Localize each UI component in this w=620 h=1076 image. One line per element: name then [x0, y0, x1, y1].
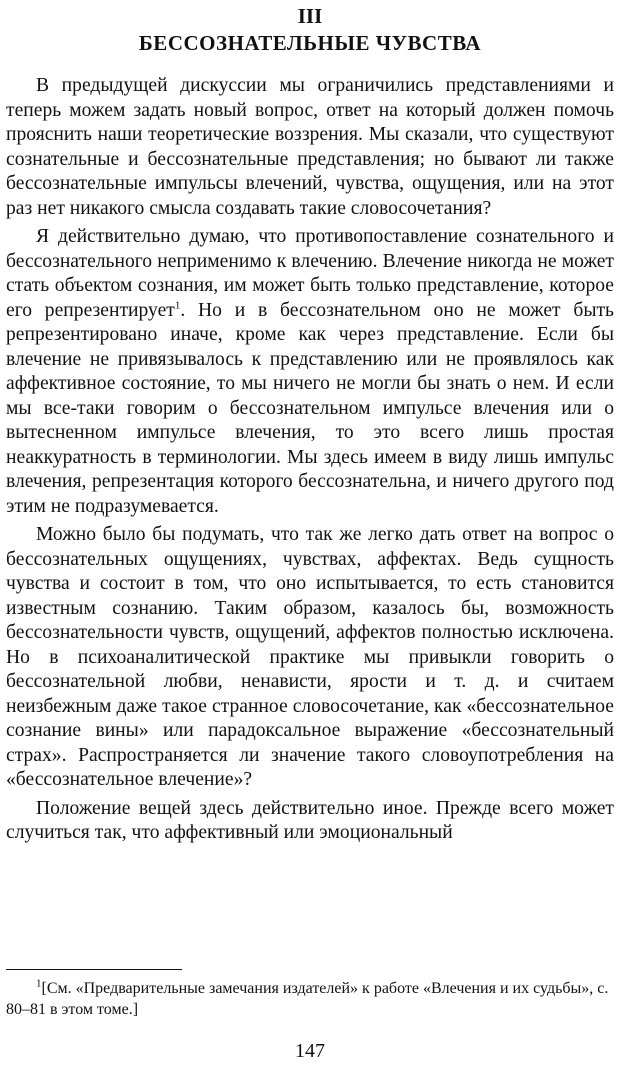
paragraph-2: [6, 225, 614, 519]
page-number: 147: [295, 1040, 325, 1062]
paragraph-3: Можно было бы подумать, что так же легко дать ответ на вопрос о бессознательных ощущениях, чувствах, аффектах. Ведь сущность чувства и состоит в том, что оно испытывается, то есть становится известным сознанию. Таким образом, казалось бы, возможность бессознательности чувств, ощущений, аффектов полностью исключена. Но в психоаналитической практике мы привыкли говорить о бессознательной любви, ненависти, ярости и т. д. и считаем неизбежным даже такое странное словосочетание, как «бессознательное сознание вины» или парадоксальное выражение «бессознательный страх». Распространяется ли значение такого словоупотребления на «бессознательное влечение»?: [6, 524, 614, 790]
footnote-marker: 1: [36, 977, 42, 990]
footnote-divider: [6, 969, 182, 970]
footnote: [6, 978, 614, 1020]
footnote-text: [См. «Предварительные замечания издателей» к работе «Влечения и их судьбы», с. 80–81 в этом томе.]: [6, 980, 609, 1018]
paragraph-2-text-before: Я действительно думаю, что противопоставление сознательного и бессознательного неприменимо к влечению. Влечение никогда не может стать объектом сознания, им может быть только представление, которое его репрезентирует: [6, 226, 614, 321]
chapter-title: БЕССОЗНАТЕЛЬНЫЕ ЧУВСТВА: [138, 31, 482, 55]
footnote-reference: 1: [174, 298, 181, 311]
paragraph-2-text-after: . Но и в бессознательном оно не может быть репрезентировано иначе, кроме как через представление. Если бы влечение не привязывалось к представлению или не проявлялось как аффективное состояние, то мы ничего не могли бы знать о нем. И если мы все-таки говорим о бессознательном импульсе влечения или о вытесненном импульсе влечения, то это всего лишь простая неаккуратность в терминологии. Мы здесь имеем в виду лишь импульс влечения, репрезентация которого бессознательна, и ничего другого под этим не подразумевается.: [6, 299, 614, 517]
paragraph-1: В предыдущей дискуссии мы ограничились представлениями и теперь можем задать новый вопрос, ответ на который должен помочь прояснить наши теоретические воззрения. Мы сказали, что существуют сознательные и бессознательные представления; но бывают ли также бессознательные импульсы влечений, чувства, ощущения, или на этот раз нет никакого смысла создавать такие словосочетания?: [6, 75, 614, 219]
paragraph-4: Положение вещей здесь действительно иное. Прежде всего может случиться так, что аффективный или эмоциональный: [6, 797, 614, 843]
body-text: [6, 74, 614, 846]
chapter-number: III: [297, 4, 323, 28]
